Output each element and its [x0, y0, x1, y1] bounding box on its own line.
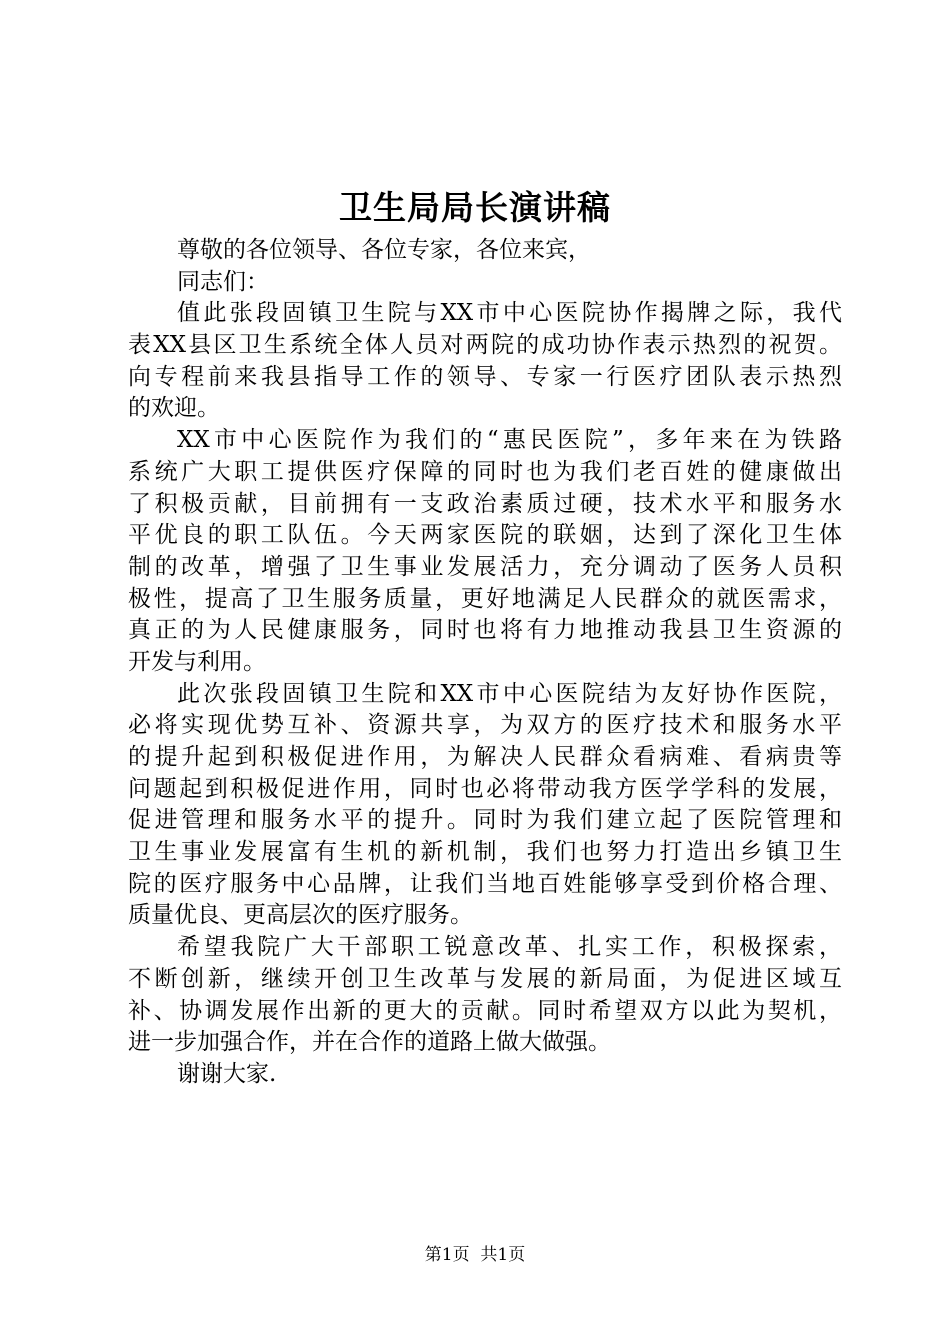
paragraph-line: 希望我院广大干部职工锐意改革、扎实工作，积极探索， — [177, 934, 842, 961]
paragraph-line: 进一步加强合作，并在合作的道路上做大做强。 — [128, 1029, 611, 1056]
paragraph-line: 卫生事业发展富有生机的新机制，我们也努力打造出乡镇卫生 — [128, 839, 842, 866]
salutation-line: 同志们： — [177, 268, 269, 295]
salutation-line: 尊敬的各位领导、各位专家，各位来宾， — [177, 237, 591, 263]
paragraph-line: XX市中心医院作为我们的“惠民医院”，多年来在为铁路 — [177, 427, 842, 454]
paragraph-line: 此次张段固镇卫生院和XX市中心医院结为友好协作医院， — [177, 680, 842, 707]
paragraph-line: 平优良的职工队伍。今天两家医院的联姻，达到了深化卫生体 — [128, 522, 842, 549]
paragraph-line: 开发与利用。 — [128, 648, 266, 675]
paragraph-line: 制的改革，增强了卫生事业发展活力，充分调动了医务人员积 — [128, 553, 842, 580]
paragraph-line: 必将实现优势互补、资源共享，为双方的医疗技术和服务水平 — [128, 712, 842, 739]
paragraph-line: 表XX县区卫生系统全体人员对两院的成功协作表示热烈的祝贺。 — [128, 332, 842, 359]
paragraph-line: 极性，提高了卫生服务质量，更好地满足人民群众的就医需求， — [128, 585, 842, 612]
paragraph-line: 的欢迎。 — [128, 395, 220, 422]
closing-line: 谢谢大家. — [177, 1060, 277, 1087]
page-title: 卫生局局长演讲稿 — [339, 188, 611, 227]
paragraph-line: 院的医疗服务中心品牌，让我们当地百姓能够享受到价格合理、 — [128, 870, 842, 897]
page-footer — [0, 1244, 950, 1266]
paragraph-line: 向专程前来我县指导工作的领导、专家一行医疗团队表示热烈 — [128, 363, 842, 390]
paragraph-line: 促进管理和服务水平的提升。同时为我们建立起了医院管理和 — [128, 807, 842, 834]
paragraph-line: 问题起到积极促进作用，同时也必将带动我方医学学科的发展， — [128, 775, 842, 802]
paragraph-line: 系统广大职工提供医疗保障的同时也为我们老百姓的健康做出 — [128, 458, 842, 485]
page-number-label: 第1页 共1页 — [424, 1245, 526, 1265]
paragraph-line: 的提升起到积极促进作用，为解决人民群众看病难、看病贵等 — [128, 744, 842, 770]
paragraph-line: 值此张段固镇卫生院与XX市中心医院协作揭牌之际，我代 — [177, 300, 842, 327]
paragraph-line: 真正的为人民健康服务，同时也将有力地推动我县卫生资源的 — [128, 617, 842, 644]
document-body — [128, 235, 842, 1091]
paragraph-line: 补、协调发展作出新的更大的贡献。同时希望双方以此为契机， — [128, 997, 842, 1024]
paragraph-line: 质量优良、更高层次的医疗服务。 — [128, 902, 473, 929]
paragraph-line: 不断创新，继续开创卫生改革与发展的新局面，为促进区域互 — [128, 965, 842, 992]
paragraph-line: 了积极贡献，目前拥有一支政治素质过硬，技术水平和服务水 — [128, 490, 842, 517]
